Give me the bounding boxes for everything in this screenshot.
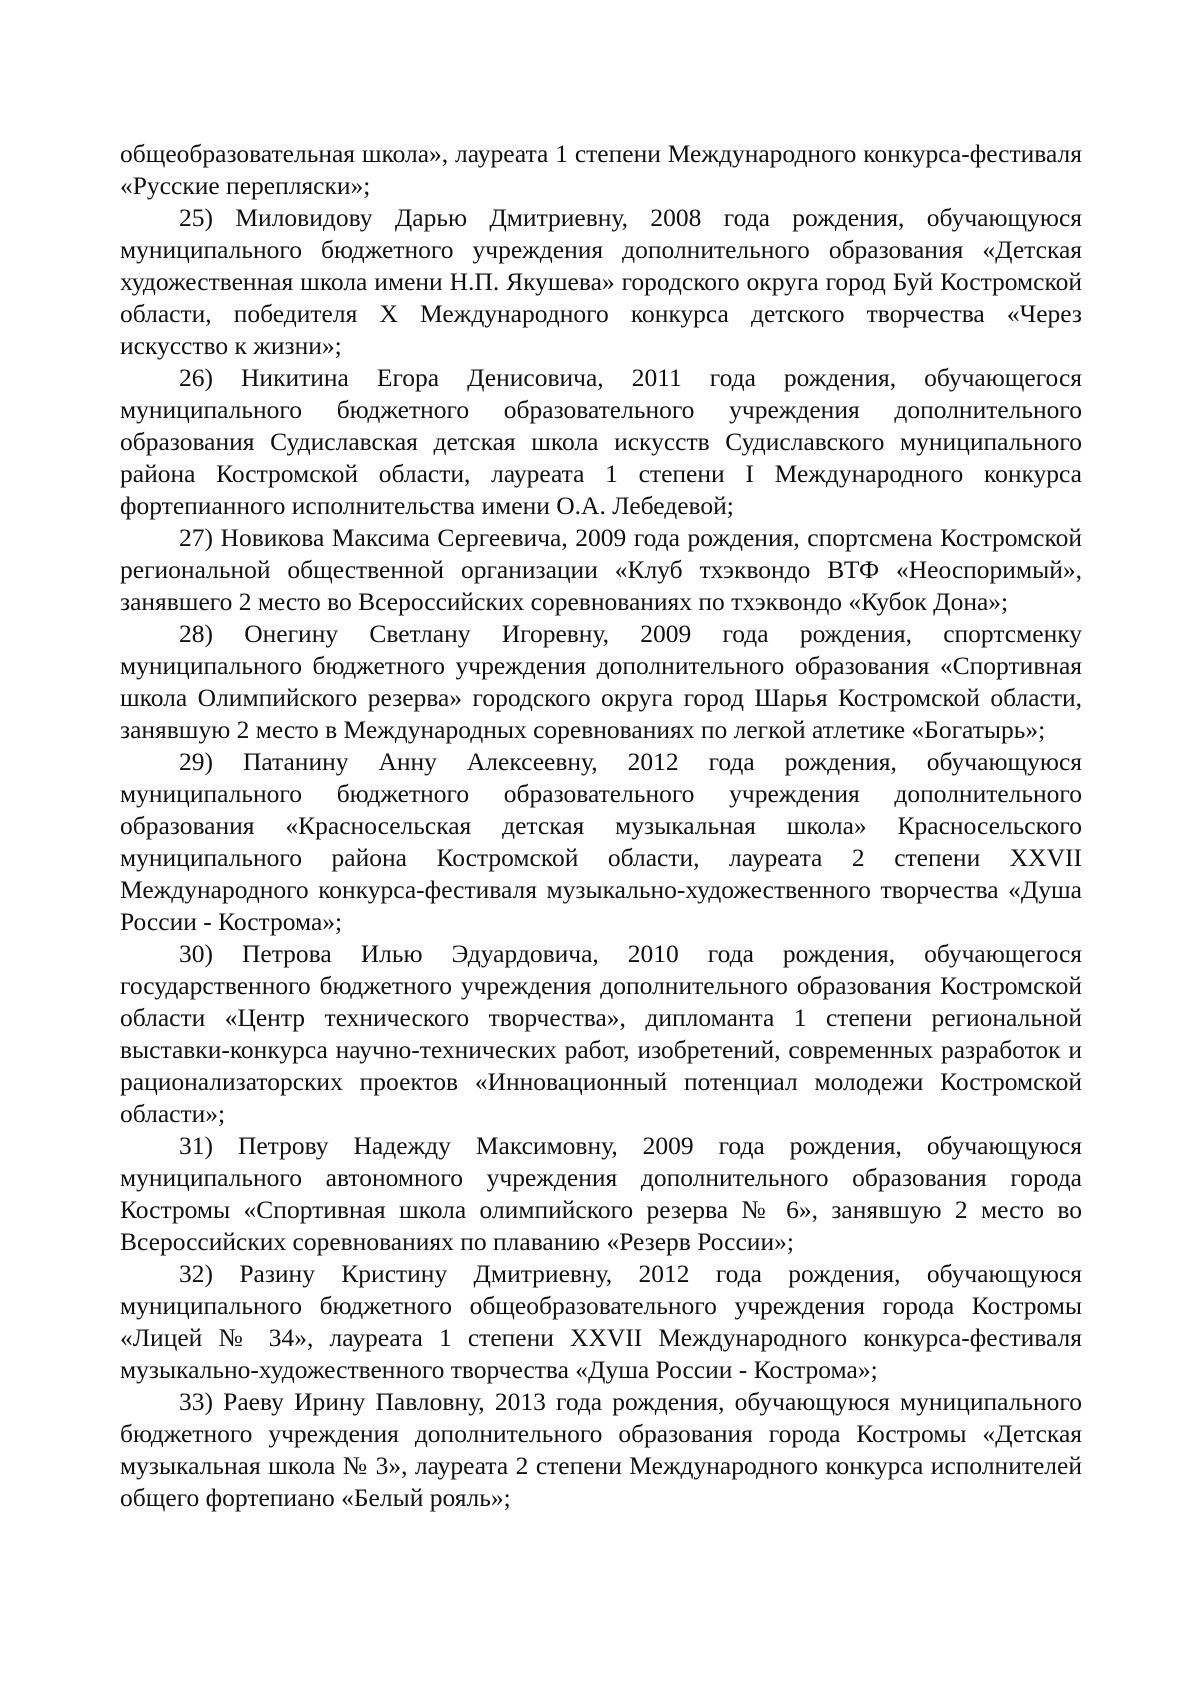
paragraph-item-33: 33) Раеву Ирину Павловну, 2013 года рождения, обучающуюся муниципального бюджетного учреждения дополнительного образования города Костромы «Детская музыкальная школа № 3», лауреата 2 степени Международного конкурса исполнителей общего фортепиано «Белый рояль»; bbox=[120, 1387, 1082, 1512]
paragraph-item-25: 25) Миловидову Дарью Дмитриевну, 2008 года рождения, обучающуюся муниципального бюджетного учреждения дополнительного образования «Детская художественная школа имени Н.П. Якушева» городского округа город Буй Костромской области, победителя X Международного конкурса детского творчества «Через искусство к жизни»; bbox=[120, 203, 1082, 360]
paragraph-item-31: 31) Петрову Надежду Максимовну, 2009 года рождения, обучающуюся муниципального автономного учреждения дополнительного образования города Костромы «Спортивная школа олимпийского резерва № 6», занявшую 2 место во Всероссийских соревнованиях по плаванию «Резерв России»; bbox=[120, 1131, 1082, 1256]
paragraph-item-32: 32) Разину Кристину Дмитриевну, 2012 года рождения, обучающуюся муниципального бюджетного общеобразовательного учреждения города Костромы «Лицей № 34», лауреата 1 степени XXVII Международного конкурса-фестиваля музыкально-художественного творчества «Душа России - Кострома»; bbox=[120, 1259, 1082, 1384]
paragraph-item-29: 29) Патанину Анну Алексеевну, 2012 года рождения, обучающуюся муниципального бюджетного образовательного учреждения дополнительного образования «Красносельская детская музыкальная школа» Красносельского муниципального района Костромской области, лауреата 2 степени XXVII Международного конкурса-фестиваля музыкально-художественного творчества «Душа России - Кострома»; bbox=[120, 747, 1082, 936]
paragraph-item-30: 30) Петрова Илью Эдуардовича, 2010 года рождения, обучающегося государственного бюджетного учреждения дополнительного образования Костромской области «Центр технического творчества», дипломанта 1 степени региональной выставки-конкурса научно-технических работ, изобретений, современных разработок и рационализаторских проектов «Инновационный потенциал молодежи Костромской области»; bbox=[120, 939, 1082, 1128]
paragraph-item-28: 28) Онегину Светлану Игоревну, 2009 года рождения, спортсменку муниципального бюджетного учреждения дополнительного образования «Спортивная школа Олимпийского резерва» городского округа город Шарья Костромской области, занявшую 2 место в Международных соревнованиях по легкой атлетике «Богатырь»; bbox=[120, 619, 1082, 744]
paragraph-item-26: 26) Никитина Егора Денисовича, 2011 года рождения, обучающегося муниципального бюджетного образовательного учреждения дополнительного образования Судиславская детская школа искусств Судиславского муниципального района Костромской области, лауреата 1 степени I Международного конкурса фортепианного исполнительства имени О.А. Лебедевой; bbox=[120, 363, 1082, 520]
paragraph-item-27: 27) Новикова Максима Сергеевича, 2009 года рождения, спортсмена Костромской региональной общественной организации «Клуб тхэквондо ВТФ «Неоспоримый», занявшего 2 место во Всероссийских соревнованиях по тхэквондо «Кубок Дона»; bbox=[120, 523, 1082, 616]
document-body bbox=[120, 138, 1082, 1514]
paragraph-continuation: общеобразовательная школа», лауреата 1 степени Международного конкурса-фестиваля «Русские перепляски»; bbox=[120, 139, 1082, 200]
